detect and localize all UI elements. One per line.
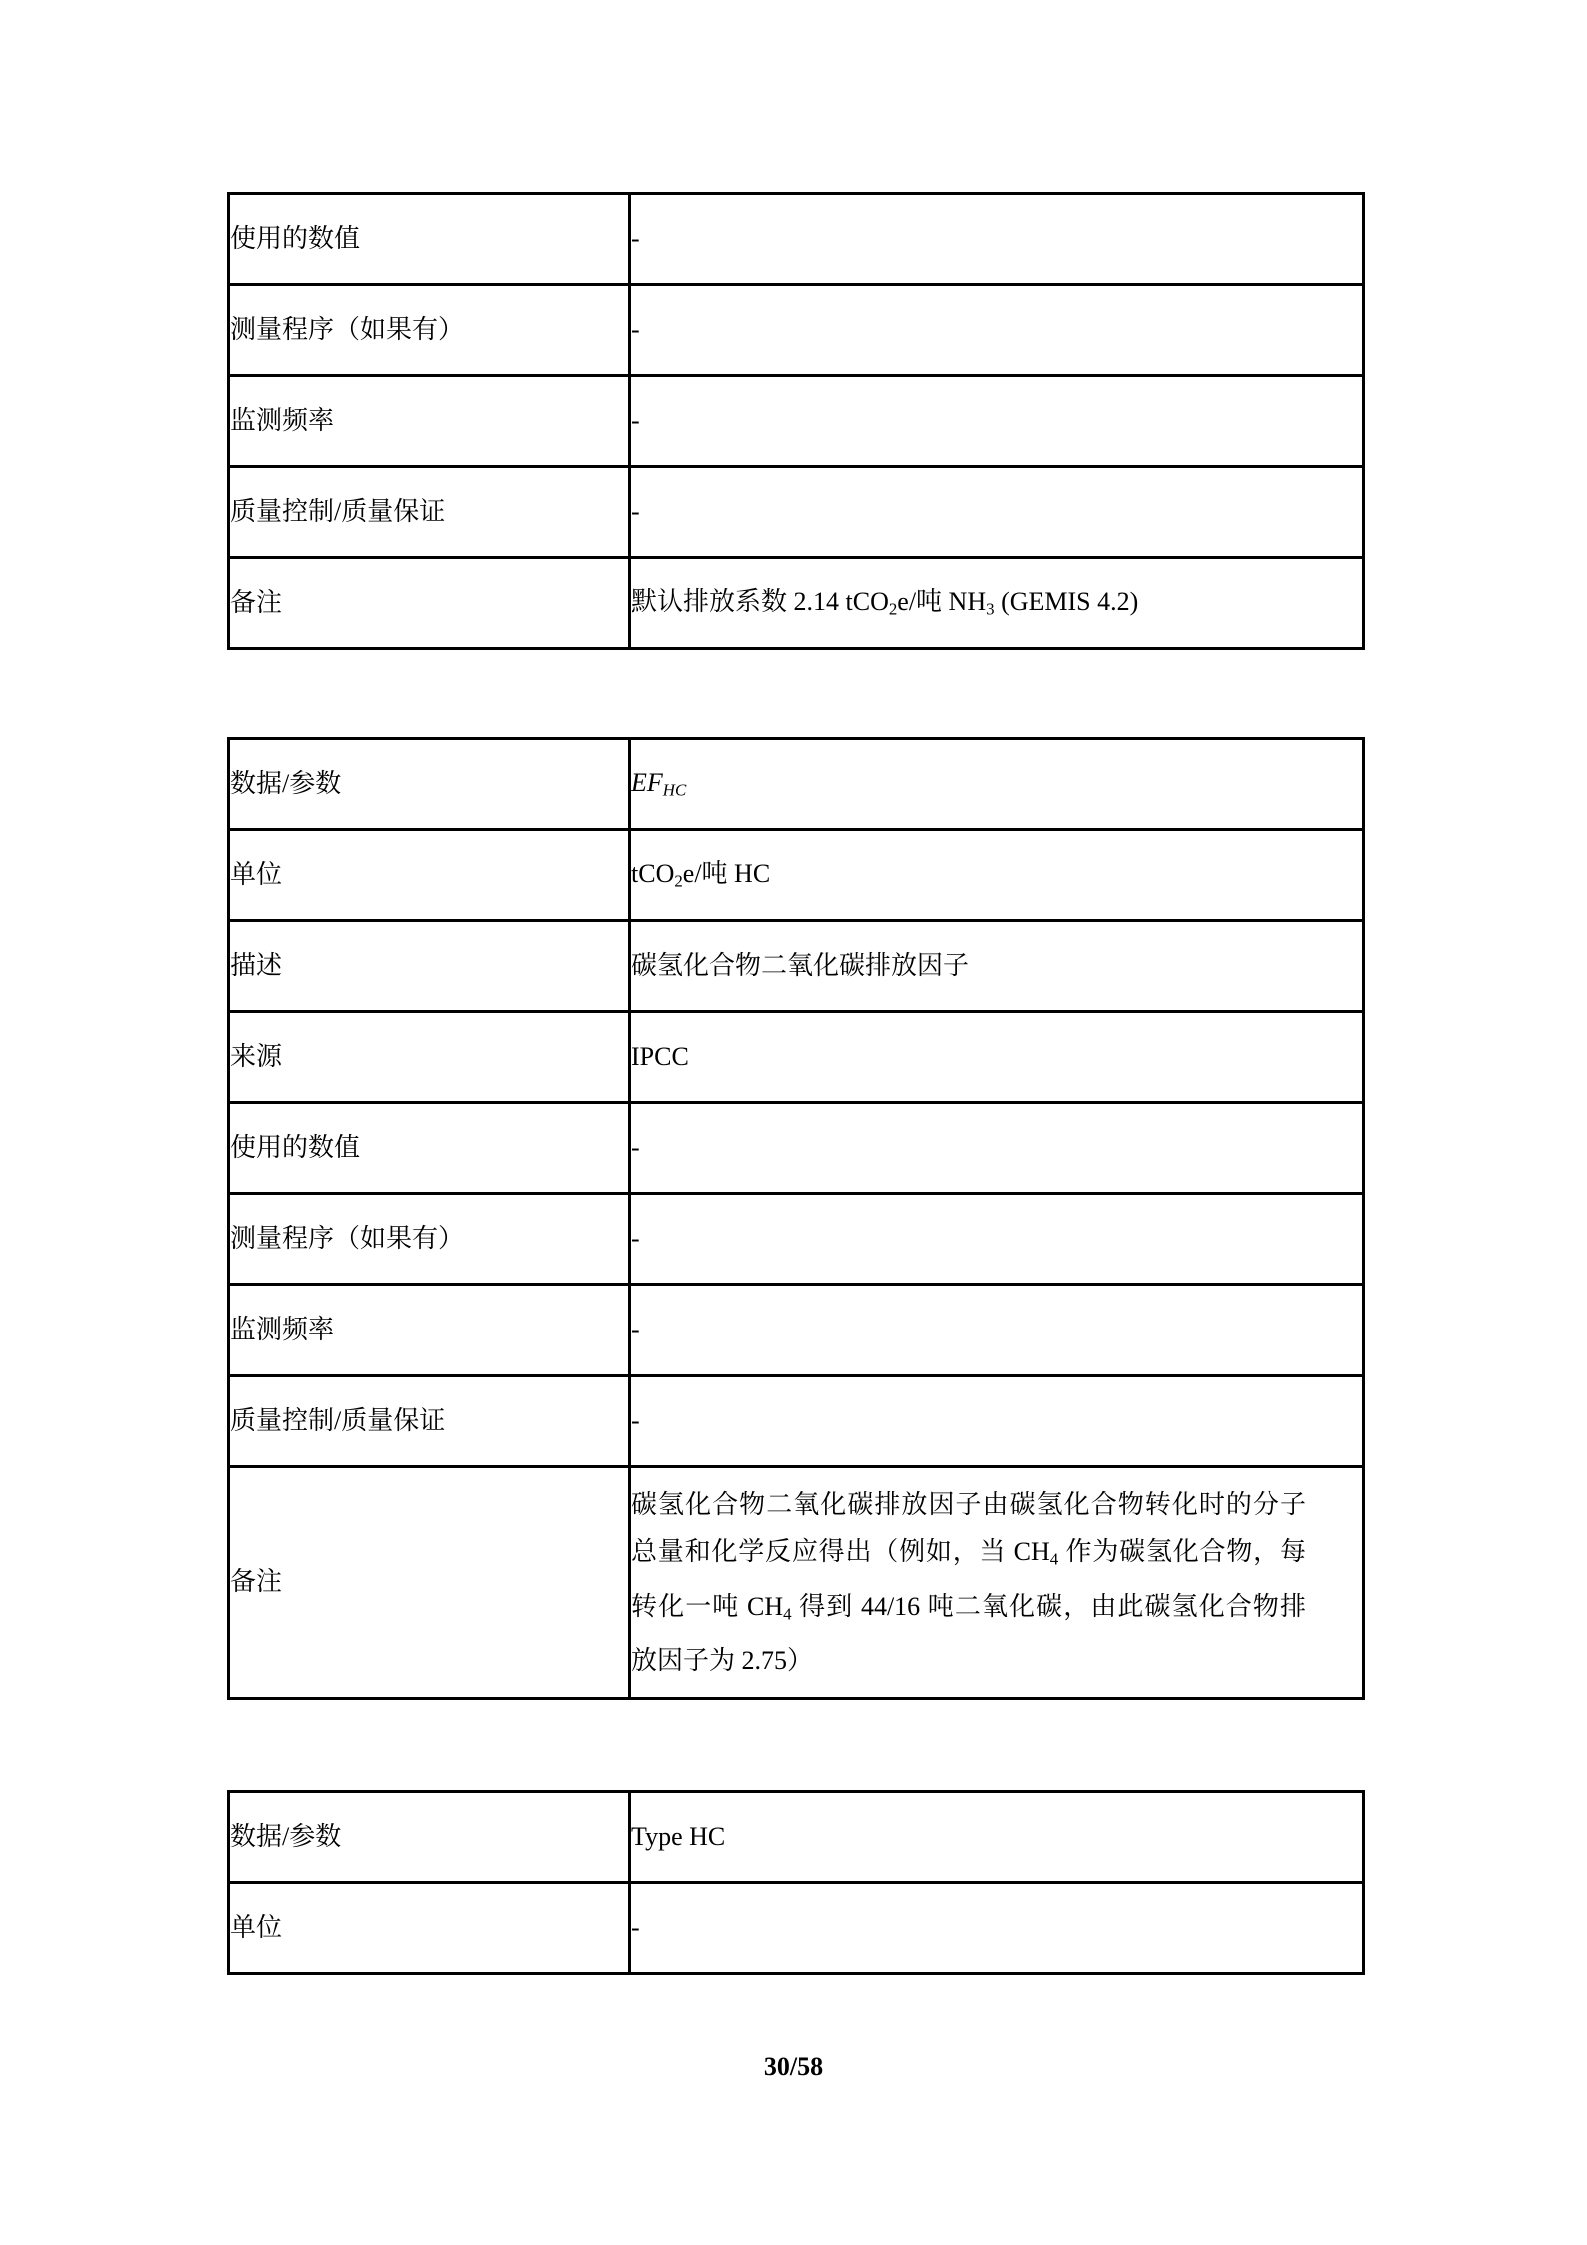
param-label: 备注 — [229, 558, 630, 649]
param-value: - — [630, 194, 1364, 285]
table-row — [229, 830, 1364, 921]
param-value: - — [630, 1285, 1364, 1376]
param-value: - — [630, 467, 1364, 558]
param-label: 使用的数值 — [229, 194, 630, 285]
table-row — [229, 1012, 1364, 1103]
table-row — [229, 467, 1364, 558]
param-label: 质量控制/质量保证 — [229, 467, 630, 558]
param-value: - — [630, 376, 1364, 467]
table-row — [229, 921, 1364, 1012]
table-row — [229, 739, 1364, 830]
param-label: 质量控制/质量保证 — [229, 1376, 630, 1467]
table-row — [229, 1103, 1364, 1194]
param-label: 测量程序（如果有） — [229, 1194, 630, 1285]
param-value: 碳氢化合物二氧化碳排放因子 — [630, 921, 1364, 1012]
table-row — [229, 1194, 1364, 1285]
param-label: 单位 — [229, 830, 630, 921]
param-value: - — [630, 1883, 1364, 1974]
param-label: 数据/参数 — [229, 739, 630, 830]
param-value: IPCC — [630, 1012, 1364, 1103]
param-value — [630, 1467, 1364, 1699]
param-label: 单位 — [229, 1883, 630, 1974]
table-row — [229, 194, 1364, 285]
table-row — [229, 376, 1364, 467]
table-row — [229, 285, 1364, 376]
table-row — [229, 1376, 1364, 1467]
param-label: 监测频率 — [229, 376, 630, 467]
param-label: 测量程序（如果有） — [229, 285, 630, 376]
parameter-table-2 — [227, 737, 1365, 1700]
param-value: Type HC — [630, 1792, 1364, 1883]
param-label: 备注 — [229, 1467, 630, 1699]
param-value: - — [630, 1194, 1364, 1285]
parameter-table-3 — [227, 1790, 1365, 1975]
table-row — [229, 1792, 1364, 1883]
parameter-table-1 — [227, 192, 1365, 650]
param-value: tCO2e/吨 HC — [630, 830, 1364, 921]
table-row — [229, 1467, 1364, 1699]
param-value: EFHC — [630, 739, 1364, 830]
table-row — [229, 1883, 1364, 1974]
param-label: 监测频率 — [229, 1285, 630, 1376]
param-value: - — [630, 1376, 1364, 1467]
param-label: 数据/参数 — [229, 1792, 630, 1883]
param-label: 来源 — [229, 1012, 630, 1103]
param-value: - — [630, 285, 1364, 376]
param-value: 默认排放系数 2.14 tCO2e/吨 NH3 (GEMIS 4.2) — [630, 558, 1364, 649]
table-row — [229, 1285, 1364, 1376]
param-label: 使用的数值 — [229, 1103, 630, 1194]
param-label: 描述 — [229, 921, 630, 1012]
page-number: 30/58 — [763, 2052, 824, 2081]
param-value: - — [630, 1103, 1364, 1194]
remark-paragraph: 碳氢化合物二氧化碳排放因子由碳氢化合物转化时的分子总量和化学反应得出（例如，当 CH4 作为碳氢化合物，每转化一吨 CH4 得到 44/16 吨二氧化碳，由此碳氢化合物排放因子为 2.75） — [631, 1489, 1306, 1676]
table-row — [229, 558, 1364, 649]
